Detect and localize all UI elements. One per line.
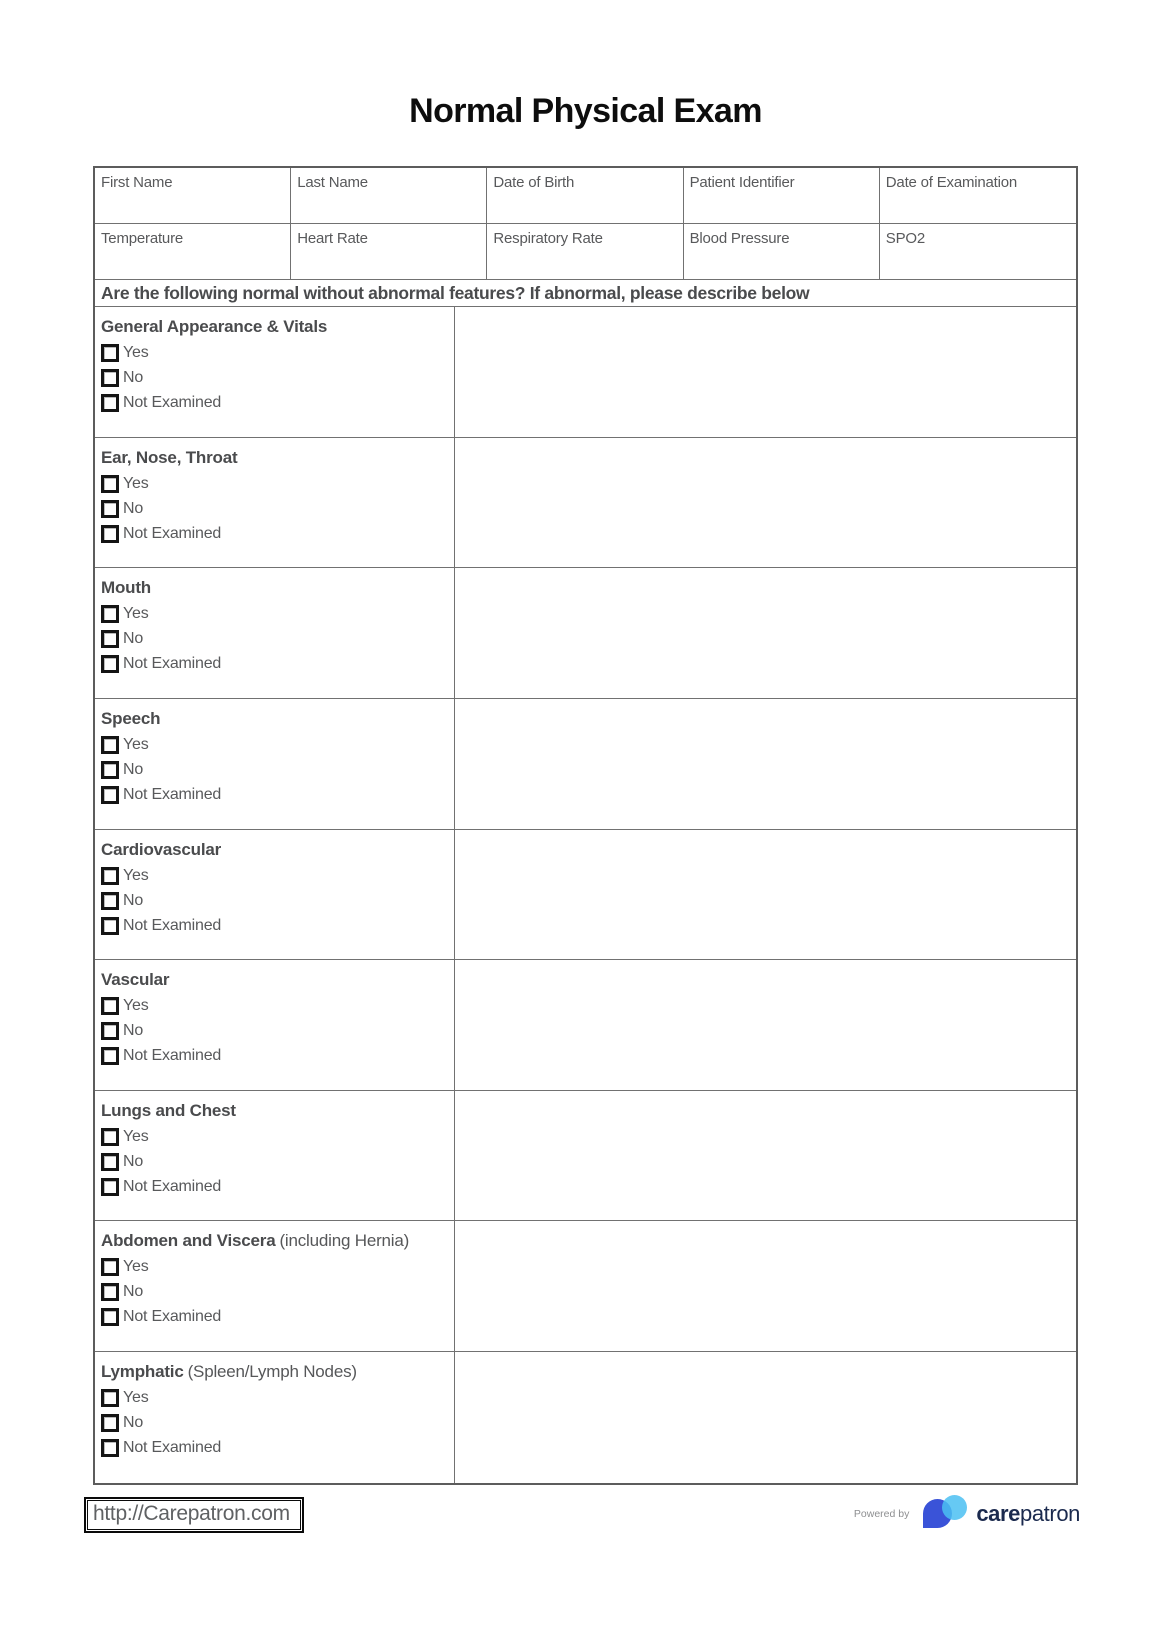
notes-area[interactable] — [455, 568, 1076, 698]
section-title — [101, 709, 450, 729]
checkbox-row-yes — [101, 1127, 450, 1147]
patient-info-row — [95, 168, 1076, 224]
checkbox-yes[interactable] — [101, 736, 119, 754]
section-title — [101, 317, 450, 337]
checkbox-yes-label: Yes — [123, 344, 149, 361]
checkbox-not-examined[interactable] — [101, 1178, 119, 1196]
checkbox-not-examined[interactable] — [101, 525, 119, 543]
checkbox-no-label: No — [123, 891, 144, 909]
checkbox-row-yes — [101, 735, 450, 755]
respiratory-rate-label: Respiratory Rate — [493, 230, 603, 247]
checkbox-yes-label: Yes — [123, 1258, 149, 1276]
spo2-label: SPO2 — [885, 230, 926, 247]
checkbox-row-not-examined — [101, 785, 450, 805]
date-of-examination-label: Date of Examination — [885, 174, 1018, 191]
checkbox-row-no — [101, 760, 450, 780]
powered-by-label: Powered by — [853, 1508, 910, 1520]
checkbox-row-not-examined — [101, 1177, 450, 1197]
checkbox-not-examined-label: Not Examined — [123, 655, 222, 673]
section-title-text: General Appearance & Vitals — [101, 317, 328, 336]
section-title — [101, 1362, 450, 1382]
date-of-birth-field[interactable] — [487, 168, 683, 224]
checkbox-row-yes — [101, 474, 450, 494]
checkbox-yes-label: Yes — [123, 866, 149, 884]
section-title — [101, 448, 450, 468]
checkbox-row-not-examined — [101, 393, 450, 413]
checkbox-no-label: No — [123, 1022, 144, 1040]
checkbox-row-not-examined — [101, 916, 450, 936]
section-title — [101, 578, 450, 598]
checkbox-yes-label: Yes — [123, 735, 149, 753]
first-name-field[interactable] — [95, 168, 291, 224]
date-of-examination-field[interactable] — [880, 168, 1076, 224]
checkbox-row-yes — [101, 866, 450, 886]
checkbox-row-no — [101, 891, 450, 911]
section-title — [101, 1231, 450, 1251]
section-general-appearance-vitals — [95, 307, 1076, 438]
section-ear-nose-throat — [95, 438, 1076, 569]
notes-area[interactable] — [455, 438, 1076, 568]
checkbox-yes-label: Yes — [123, 605, 149, 623]
checkbox-no-label: No — [123, 1414, 144, 1432]
checkbox-row-not-examined — [101, 524, 450, 544]
section-title — [101, 970, 450, 990]
section-title-text: Vascular — [101, 970, 170, 990]
checkbox-not-examined[interactable] — [101, 394, 119, 412]
checkbox-row-not-examined — [101, 1438, 450, 1458]
temperature-field[interactable] — [95, 224, 291, 280]
checkbox-no-label: No — [123, 630, 144, 648]
checkbox-no-label: No — [123, 760, 144, 778]
checkbox-not-examined-label: Not Examined — [123, 1439, 222, 1457]
carepatron-wordmark — [976, 1501, 1080, 1527]
checkbox-no[interactable] — [101, 500, 119, 518]
physical-exam-form-table — [93, 166, 1078, 1485]
checkbox-not-examined-label: Not Examined — [123, 524, 222, 542]
section-abdomen-and-viscera — [95, 1221, 1076, 1352]
notes-area[interactable] — [455, 830, 1076, 960]
checkbox-yes-label: Yes — [123, 474, 149, 492]
checkbox-yes[interactable] — [101, 867, 119, 885]
checkbox-yes-label: Yes — [123, 1389, 149, 1407]
wordmark-care: care — [976, 1501, 1021, 1526]
checkbox-not-examined[interactable] — [101, 1308, 119, 1326]
checkbox-no[interactable] — [101, 1022, 119, 1040]
heart-rate-label: Heart Rate — [297, 230, 368, 247]
section-checklist — [95, 438, 455, 568]
checkbox-yes[interactable] — [101, 605, 119, 623]
section-checklist — [95, 960, 455, 1090]
checkbox-yes-label: Yes — [123, 1127, 149, 1145]
vitals-row — [95, 224, 1076, 280]
spo2-field[interactable] — [880, 224, 1076, 280]
section-checklist — [95, 1091, 455, 1221]
checkbox-yes[interactable] — [101, 1389, 119, 1407]
checkbox-row-yes — [101, 604, 450, 624]
carepatron-link[interactable]: http://Carepatron.com — [87, 1500, 301, 1530]
section-checklist — [95, 699, 455, 829]
notes-area[interactable] — [455, 1352, 1076, 1483]
page-title: Normal Physical Exam — [409, 92, 762, 130]
checkbox-no[interactable] — [101, 892, 119, 910]
section-title — [101, 840, 450, 860]
checkbox-not-examined[interactable] — [101, 655, 119, 673]
section-title-text: Mouth — [101, 578, 151, 598]
checkbox-row-yes — [101, 343, 450, 363]
first-name-label: First Name — [101, 174, 173, 191]
section-lymphatic — [95, 1352, 1076, 1483]
section-checklist — [95, 1221, 455, 1351]
section-checklist — [95, 568, 455, 698]
powered-by-block — [854, 1492, 1080, 1536]
section-title-text: Abdomen and Viscera — [101, 1231, 276, 1251]
checkbox-yes[interactable] — [101, 997, 119, 1015]
checkbox-row-no — [101, 1413, 450, 1433]
checkbox-yes[interactable] — [101, 344, 119, 362]
checkbox-row-no — [101, 1152, 450, 1172]
checkbox-not-examined[interactable] — [101, 1047, 119, 1065]
question-banner: Are the following normal without abnormal features? If abnormal, please describe below — [95, 280, 1076, 307]
section-checklist — [95, 830, 455, 960]
checkbox-no-label: No — [123, 1152, 144, 1170]
respiratory-rate-field[interactable] — [487, 224, 683, 280]
checkbox-row-not-examined — [101, 654, 450, 674]
section-title — [101, 1101, 450, 1121]
checkbox-not-examined-label: Not Examined — [123, 785, 222, 803]
section-title-text: Lymphatic — [101, 1362, 184, 1382]
last-name-field[interactable] — [291, 168, 487, 224]
checkbox-row-yes — [101, 1388, 450, 1408]
checkbox-yes-label: Yes — [123, 997, 149, 1015]
notes-area[interactable] — [455, 307, 1076, 437]
section-title-text: Lungs and Chest — [101, 1100, 236, 1120]
section-title-text: Cardiovascular — [101, 839, 222, 859]
checkbox-no-label: No — [123, 369, 144, 386]
checkbox-not-examined[interactable] — [101, 1439, 119, 1457]
carepatron-logo-icon — [923, 1494, 971, 1534]
heart-rate-field[interactable] — [291, 224, 487, 280]
date-of-birth-label: Date of Birth — [493, 174, 575, 191]
checkbox-not-examined-label: Not Examined — [123, 916, 222, 934]
checkbox-not-examined[interactable] — [101, 786, 119, 804]
section-lungs-and-chest — [95, 1091, 1076, 1222]
section-mouth — [95, 568, 1076, 699]
checkbox-row-no — [101, 499, 450, 519]
checkbox-row-no — [101, 368, 450, 388]
notes-area[interactable] — [455, 699, 1076, 829]
checkbox-row-no — [101, 629, 450, 649]
section-checklist — [95, 1352, 455, 1483]
checkbox-row-not-examined — [101, 1046, 450, 1066]
checkbox-no[interactable] — [101, 369, 119, 387]
checkbox-not-examined-label: Not Examined — [123, 1047, 222, 1065]
checkbox-no[interactable] — [101, 1414, 119, 1432]
checkbox-not-examined[interactable] — [101, 917, 119, 935]
checkbox-not-examined-label: Not Examined — [123, 1308, 222, 1326]
checkbox-row-yes — [101, 996, 450, 1016]
section-title-text: Speech — [101, 708, 161, 728]
checkbox-row-not-examined — [101, 1307, 450, 1327]
checkbox-no[interactable] — [101, 1153, 119, 1171]
checkbox-row-no — [101, 1282, 450, 1302]
wordmark-patron: patron — [1020, 1501, 1080, 1526]
temperature-label: Temperature — [101, 230, 184, 247]
checkbox-no[interactable] — [101, 761, 119, 779]
checkbox-yes[interactable] — [101, 475, 119, 493]
section-title-suffix: (Spleen/Lymph Nodes) — [187, 1362, 357, 1382]
checkbox-not-examined-label: Not Examined — [123, 1177, 222, 1195]
patient-identifier-field[interactable] — [684, 168, 880, 224]
notes-area[interactable] — [455, 960, 1076, 1090]
notes-area[interactable] — [455, 1091, 1076, 1221]
checkbox-no[interactable] — [101, 1283, 119, 1301]
checkbox-row-no — [101, 1021, 450, 1041]
logo-light-bubble-icon — [942, 1495, 967, 1520]
checkbox-row-yes — [101, 1257, 450, 1277]
section-title-text: Ear, Nose, Throat — [101, 447, 238, 467]
blood-pressure-field[interactable] — [684, 224, 880, 280]
section-speech — [95, 699, 1076, 830]
section-vascular — [95, 960, 1076, 1091]
section-cardiovascular — [95, 830, 1076, 961]
checkbox-not-examined-label: Not Examined — [123, 394, 222, 411]
checkbox-no[interactable] — [101, 630, 119, 648]
patient-identifier-label: Patient Identifier — [689, 174, 795, 191]
checkbox-no-label: No — [123, 499, 144, 517]
section-checklist — [95, 307, 455, 437]
checkbox-no-label: No — [123, 1283, 144, 1301]
blood-pressure-label: Blood Pressure — [689, 230, 790, 247]
notes-area[interactable] — [455, 1221, 1076, 1351]
checkbox-yes[interactable] — [101, 1128, 119, 1146]
section-title-suffix: (including Hernia) — [279, 1231, 410, 1251]
last-name-label: Last Name — [297, 174, 368, 191]
checkbox-yes[interactable] — [101, 1258, 119, 1276]
